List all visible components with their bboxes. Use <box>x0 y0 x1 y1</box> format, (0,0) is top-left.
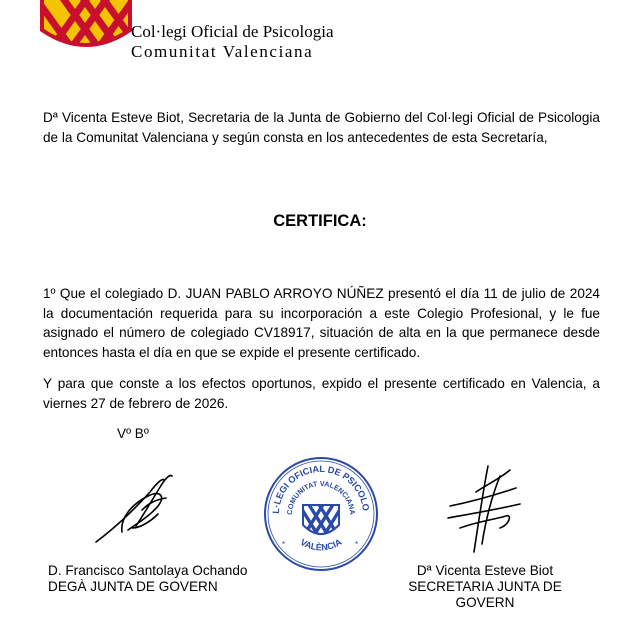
svg-text:VALÈNCIA <box>299 537 344 553</box>
signature-right <box>440 462 530 557</box>
stamp-bottom-text: VALÈNCIA <box>298 536 344 553</box>
organization-name <box>131 22 334 62</box>
vobo-label: Vº Bº <box>117 426 149 441</box>
certifica-heading: CERTIFICA: <box>273 212 367 230</box>
stamp-middle-text: COMUNITAT VALENCIANA <box>284 478 358 516</box>
signer-right <box>395 563 575 611</box>
signer-right-name: Dª Vicenta Esteve Biot <box>416 563 554 578</box>
signature-left <box>92 470 182 550</box>
signer-left <box>48 563 268 595</box>
official-stamp <box>262 455 380 573</box>
org-name-line2: Comunitat Valenciana <box>131 42 314 61</box>
closing-paragraph: Y para que conste a los efectos oportunos, expido el presente certificado en Valencia, a viernes 27 de febrero de 2026. <box>43 376 600 411</box>
signer-right-role: SECRETARIA JUNTA DE GOVERN <box>408 579 562 610</box>
shield-logo-icon <box>40 0 132 52</box>
org-name-line1: Col·legi Oficial de Psicologia <box>131 22 334 41</box>
signer-left-role: DEGÀ JUNTA DE GOVERN <box>48 579 218 594</box>
signer-left-name: D. Francisco Santolaya Ochando <box>48 563 248 578</box>
stamp-top-text: L·LEGI OFICIAL DE PSICOLO <box>270 463 371 514</box>
svg-text:*: * <box>282 540 286 549</box>
intro-paragraph: Dª Vicenta Esteve Biot, Secretaria de la Junta de Gobierno del Col·legi Oficial de Psicologia de la Comunitat Valenciana y según consta en los antecedentes de esta Secretaría, <box>43 110 600 145</box>
certification-paragraph: 1º Que el colegiado D. JUAN PABLO ARROYO NÚÑEZ presentó el día 11 de julio de 2024 la documentación requerida para su incorporación a este Colegio Profesional, y le fue asignado el número de colegiado CV18917, situación de alta en la que permanece desde entonces hasta el día en que se expide el presente certificado. <box>43 286 600 360</box>
svg-text:*: * <box>355 540 359 549</box>
